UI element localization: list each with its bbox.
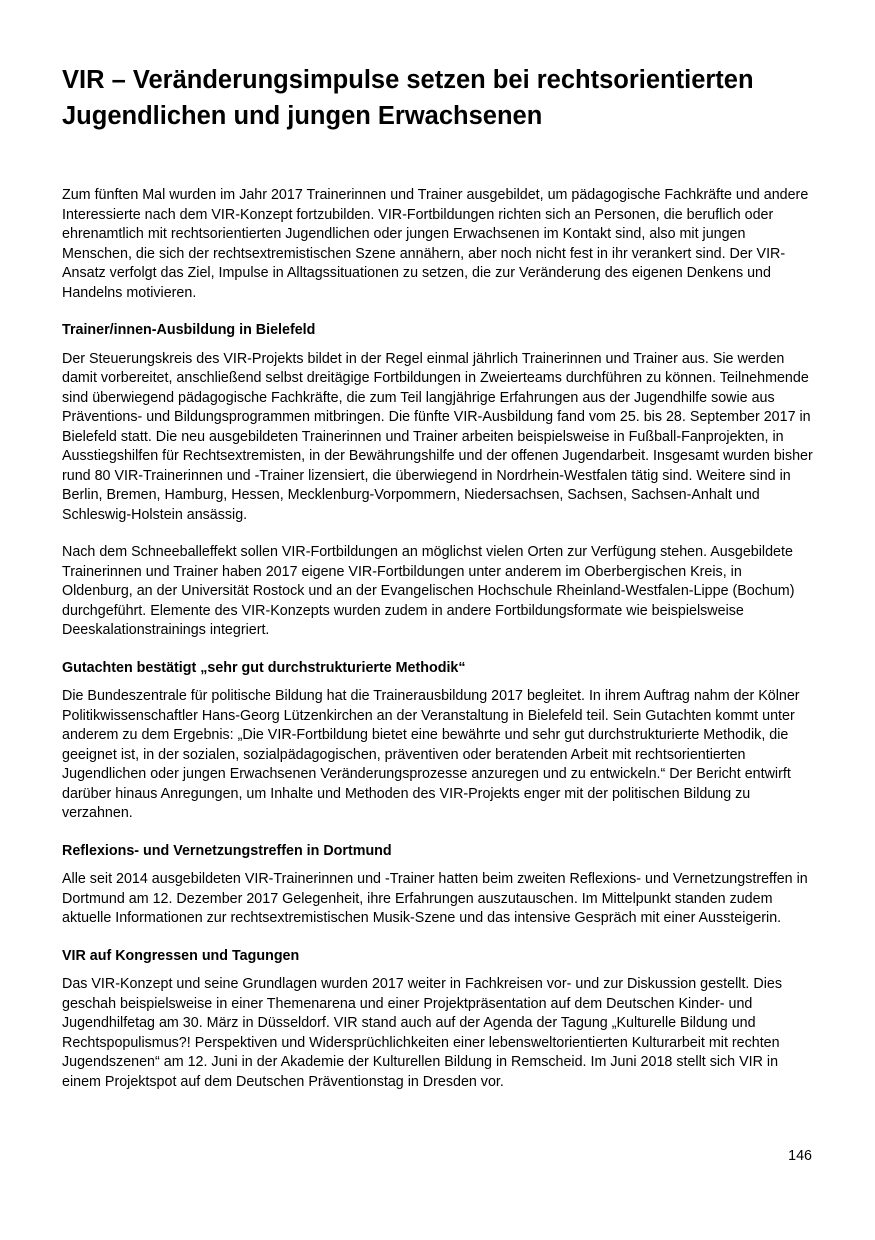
section-paragraph: Der Steuerungskreis des VIR-Projekts bildet in der Regel einmal jährlich Trainerinnen und Trainer aus. Sie werden damit vorbereitet, anschließend selbst dreitägige Fortbildungen in Zweierteams durchführen zu können. Teilnehmende sind überwiegend pädagogische Fachkräfte, die zum Teil langjährige Erfahrungen aus der Jugendhilfe sowie aus Präventions- und Bildungsprogrammen mitbringen. Die fünfte VIR-Ausbildung fand vom 25. bis 28. September 2017 in Bielefeld statt. Die neu ausgebildeten Trainerinnen und Trainer arbeiten beispielsweise in Fußball-Fanprojekten, in Ausstiegshilfen für Rechtsextremisten, in der Bewährungshilfe und der offenen Jugendarbeit. Insgesamt wurden bisher rund 80 VIR-Trainerinnen und -Trainer lizensiert, die überwiegend in Nordrhein-Westfalen tätig sind. Weitere sind in Berlin, Bremen, Hamburg, Hessen, Mecklenburg-Vorpommern, Niedersachsen, Sachsen, Sachsen-Anhalt und Schleswig-Holstein ansässig. — [62, 350, 813, 523]
section-paragraph: Alle seit 2014 ausgebildeten VIR-Trainerinnen und -Trainer hatten beim zweiten Reflexions- und Vernetzungstreffen in Dortmund am 12. Dezember 2017 Gelegenheit, ihre Erfahrungen auszutauschen. Im Mittelpunkt standen zudem aktuelle Informationen zur rechtsextremistischen Musik-Szene und das intensive Gespräch mit einer Aussteigerin. — [62, 871, 808, 926]
section-paragraph: Das VIR-Konzept und seine Grundlagen wurden 2017 weiter in Fachkreisen vor- und zur Diskussion gestellt. Dies geschah beispielsweise in einer Themenarena und einer Projektpräsentation auf dem Deutschen Kinder- und Jugendhilfetag am 30. März in Düsseldorf. VIR stand auch auf der Agenda der Tagung „Kulturelle Bildung und Rechtspopulismus?! Perspektiven und Widersprüchlichkeiten einer lebensweltorientierten Kulturarbeit mit rechten Jugendszenen“ am 12. Juni in der Akademie der Kulturellen Bildung in Remscheid. Im Juni 2018 stellt sich VIR in einem Projektspot auf dem Deutschen Präventionstag in Dresden vor. — [62, 976, 782, 1090]
section-heading-reflexionstreffen: Reflexions- und Vernetzungstreffen in Dortmund — [62, 842, 392, 859]
page-title: VIR – Veränderungsimpulse setzen bei rechtsorientierten Jugendlichen und jungen Erwachsenen — [62, 66, 754, 130]
section-heading-gutachten: Gutachten bestätigt „sehr gut durchstrukturierte Methodik“ — [62, 659, 466, 676]
section-heading-kongresse: VIR auf Kongressen und Tagungen — [62, 947, 300, 964]
intro-paragraph: Zum fünften Mal wurden im Jahr 2017 Trainerinnen und Trainer ausgebildet, um pädagogische Fachkräfte und andere Interessierte nach dem VIR-Konzept fortzubilden. VIR-Fortbildungen richten sich an Personen, die beruflich oder ehrenamtlich mit rechtsorientierten Jugendlichen oder jungen Erwachsenen im Kontakt sind, also mit jungen Menschen, die sich der rechtsextremistischen Szene annähern, aber noch nicht fest in ihr verankert sind. Der VIR-Ansatz verfolgt das Ziel, Impulse in Alltagssituationen zu setzen, die zur Veränderung des eigenen Denkens und Handelns motivieren. — [62, 187, 809, 301]
page-content — [62, 62, 814, 1092]
section-heading-trainer-ausbildung: Trainer/innen-Ausbildung in Bielefeld — [62, 322, 316, 338]
page-number: 146 — [788, 1148, 812, 1164]
section-paragraph: Nach dem Schneeballeffekt sollen VIR-Fortbildungen an möglichst vielen Orten zur Verfügung stehen. Ausgebildete Trainerinnen und Trainer haben 2017 eigene VIR-Fortbildungen unter anderem im Oberbergischen Kreis, in Oldenburg, an der Universität Rostock und an der Evangelischen Hochschule Rheinland-Westfalen-Lippe (Bochum) durchgeführt. Elemente des VIR-Konzepts wurden zudem in andere Fortbildungsformate wie beispielsweise Deeskalationstrainings integriert. — [62, 544, 795, 638]
section-paragraph: Die Bundeszentrale für politische Bildung hat die Trainerausbildung 2017 begleitet. In ihrem Auftrag nahm der Kölner Politikwissenschaftler Hans-Georg Lützenkirchen an der Veranstaltung in Bielefeld teil. Sein Gutachten kommt unter anderem zu dem Ergebnis: „Die VIR-Fortbildung bietet eine bewährte und sehr gut durchstrukturierte Methodik, die geeignet ist, in der sozialen, sozialpädagogischen, präventiven oder beratenden Arbeit mit rechtsorientierten Jugendlichen oder jungen Erwachsenen Veränderungsprozesse anzuregen und zu entwickeln.“ Der Bericht entwirft darüber hinaus Anregungen, um Inhalte und Methoden des VIR-Projekts enger mit der politischen Bildung zu verzahnen. — [62, 688, 800, 821]
